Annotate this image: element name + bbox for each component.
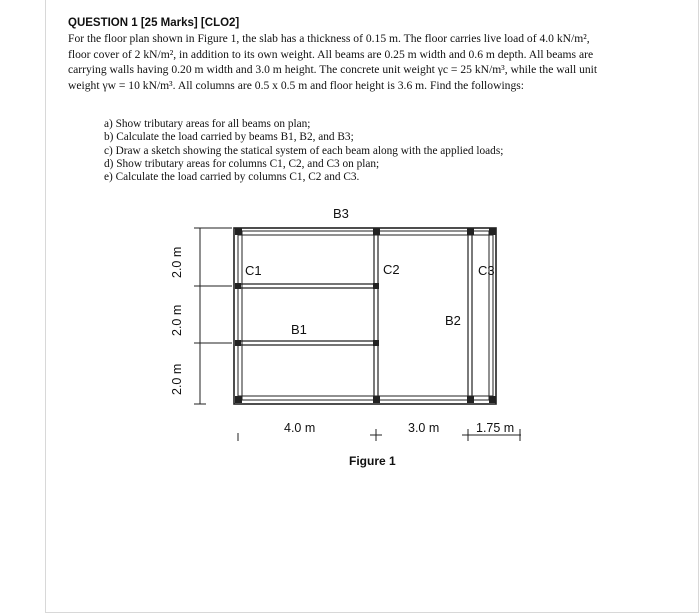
beam-label-b3: B3	[333, 206, 349, 221]
question-line: carrying walls having 0.20 m width and 3.0 m height. The concrete unit weight γc = 25 kN/m³, while the wall unit	[68, 63, 598, 77]
column-mark	[373, 283, 379, 289]
column-mark	[489, 396, 496, 403]
figure-caption: Figure 1	[349, 454, 396, 468]
question-line: weight γw = 10 kN/m³. All columns are 0.5 x 0.5 m and floor height is 3.6 m. Find the followings:	[68, 78, 524, 92]
task-item: b) Calculate the load carried by beams B1, B2, and B3;	[104, 131, 354, 144]
task-item: c) Draw a sketch showing the statical system of each beam along with the applied loads;	[104, 144, 504, 157]
column-label-c3: C3	[478, 263, 495, 278]
column-label-c2: C2	[383, 262, 400, 277]
column-mark	[235, 283, 241, 289]
task-item: d) Show tributary areas for columns C1, C2, and C3 on plan;	[104, 157, 380, 170]
beam-label-b2: B2	[445, 313, 461, 328]
question-line: floor cover of 2 kN/m², in addition to its own weight. All beams are 0.25 m width and 0.6 m depth. All beams are	[68, 47, 594, 61]
task-item: e) Calculate the load carried by columns C1, C2 and C3.	[104, 171, 360, 184]
column-mark	[373, 340, 379, 346]
beam-outline-right	[489, 231, 493, 400]
beam-outline-bottom	[238, 396, 493, 400]
dim-horizontal-3: 1.75 m	[476, 421, 515, 435]
dim-horizontal-1: 4.0 m	[284, 421, 316, 435]
beam-label-b1: B1	[291, 322, 307, 337]
column-mark	[467, 396, 474, 403]
column-mark	[373, 228, 380, 235]
dim-vertical-top: 2.0 m	[170, 246, 184, 278]
beam-outline-left	[238, 231, 242, 400]
column-label-c1: C1	[245, 263, 262, 278]
beam-outline-top	[238, 231, 493, 235]
question-title: QUESTION 1 [25 Marks] [CLO2]	[68, 17, 240, 29]
dim-horizontal-2: 3.0 m	[408, 421, 440, 435]
column-mark	[235, 340, 241, 346]
question-line: For the floor plan shown in Figure 1, the slab has a thickness of 0.15 m. The floor carries live load of 4.0 kN/m²,	[68, 32, 590, 45]
dim-vertical-bottom: 2.0 m	[170, 363, 184, 395]
dim-vertical-middle: 2.0 m	[170, 304, 184, 336]
column-mark	[235, 228, 242, 235]
task-item: a) Show tributary areas for all beams on plan;	[104, 118, 311, 130]
column-mark	[467, 228, 474, 235]
column-mark	[373, 396, 380, 403]
column-mark	[489, 228, 496, 235]
column-mark	[235, 396, 242, 403]
